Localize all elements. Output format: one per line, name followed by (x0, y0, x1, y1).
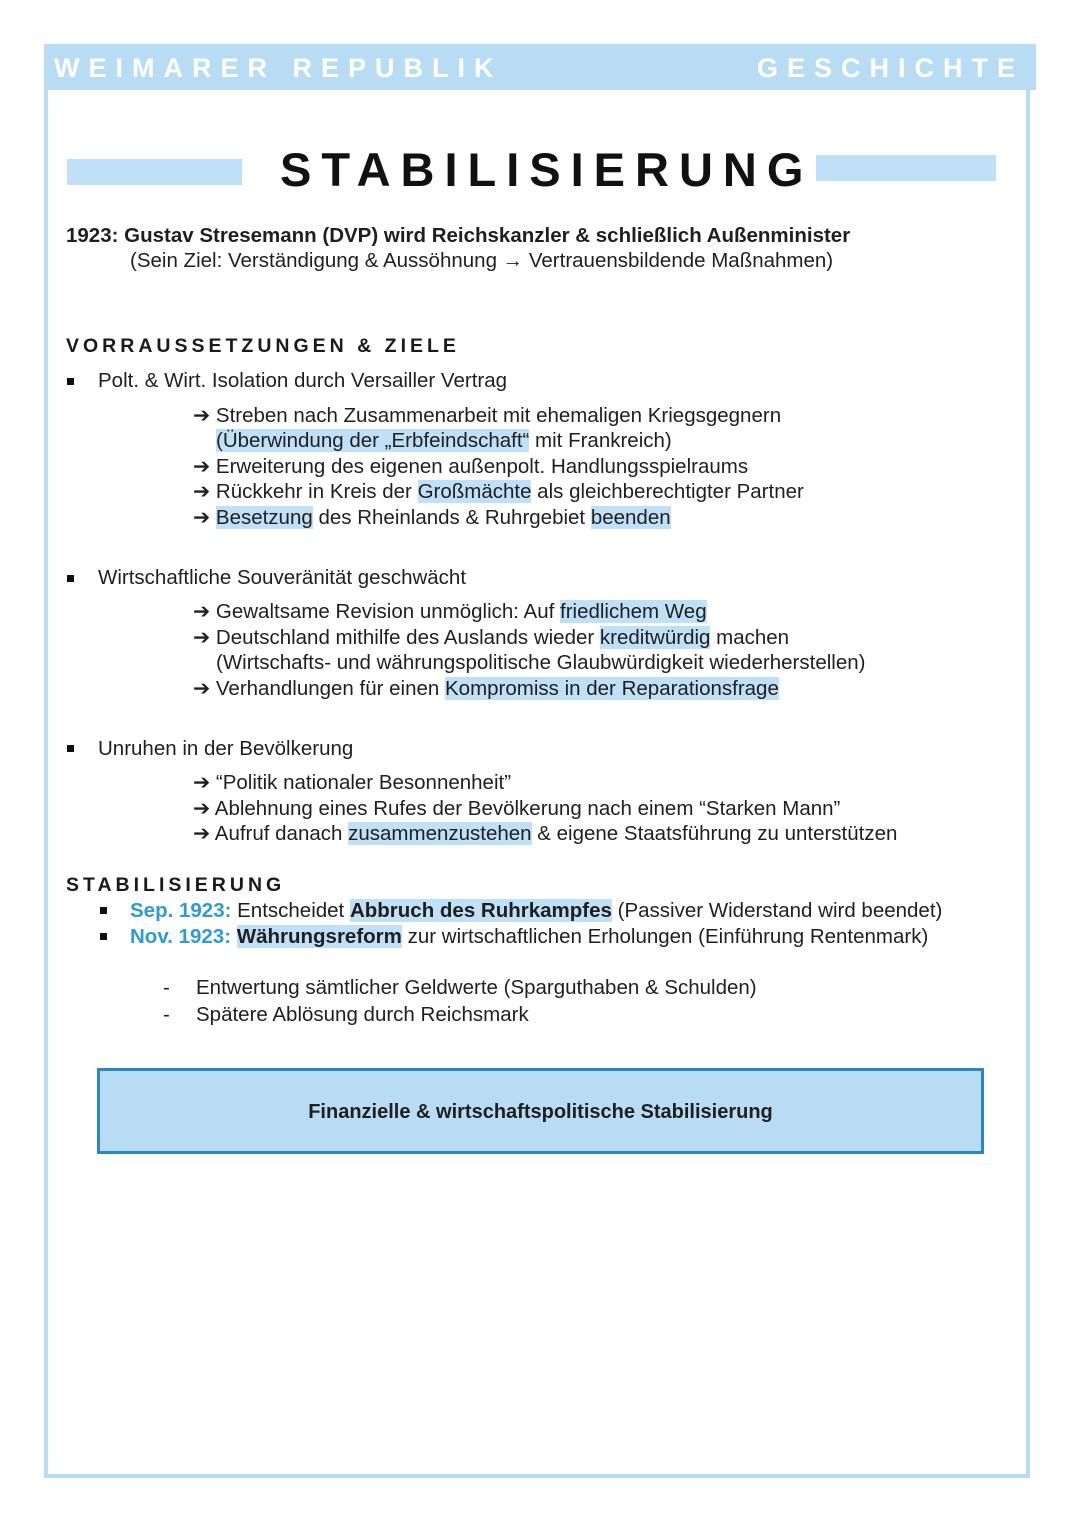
arrow-icon: ➔ (193, 404, 211, 427)
b2-line-4: ➔ Verhandlungen für einen Kompromiss in der Reparationsfrage (193, 677, 779, 700)
b1-line-1: ➔ Streben nach Zusammenarbeit mit ehemaligen Kriegsgegnern (193, 404, 782, 427)
arrow-icon: ➔ (193, 771, 211, 794)
section-heading-voraussetzungen: VORRAUSSETZUNGEN & ZIELE (66, 335, 460, 357)
b2-line-3: (Wirtschafts- und währungspolitische Glaubwürdigkeit wiederherstellen) (216, 651, 866, 674)
dash-line-2: Spätere Ablösung durch Reichsmark (196, 1003, 529, 1026)
b3-line-3: ➔ Aufruf danach zusammenzustehen & eigene Staatsführung zu unterstützen (193, 822, 898, 845)
bullet-1-title: Polt. & Wirt. Isolation durch Versailler Vertrag (98, 369, 508, 392)
title-bar-right (816, 155, 996, 181)
arrow-icon: ➔ (193, 506, 211, 529)
arrow-icon: ➔ (193, 797, 211, 820)
arrow-icon: ➔ (193, 455, 211, 478)
stab-line-2: Nov. 1923: Währungsreform zur wirtschaftlichen Erholungen (Einführung Rentenmark) (130, 925, 929, 948)
stab-line-1: Sep. 1923: Entscheidet Abbruch des Ruhrkampfes (Passiver Widerstand wird beendet) (130, 899, 943, 922)
header-right: GESCHICHTE (756, 53, 1024, 83)
b1-line-4: ➔ Rückkehr in Kreis der Großmächte als gleichberechtigter Partner (193, 480, 804, 503)
b1-line-2: (Überwindung der „Erbfeindschaft“ mit Frankreich) (216, 429, 672, 452)
bullet-marker (67, 745, 74, 752)
summary-box (97, 1068, 984, 1154)
b3-line-2: ➔ Ablehnung eines Rufes der Bevölkerung nach einem “Starken Mann” (193, 797, 841, 820)
bullet-3-title: Unruhen in der Bevölkerung (98, 737, 354, 760)
bullet-marker (100, 933, 107, 940)
b1-line-3: ➔ Erweiterung des eigenen außenpolt. Handlungsspielraums (193, 455, 749, 478)
section-heading-stabilisierung: STABILISIERUNG (66, 874, 286, 896)
bullet-marker (67, 575, 74, 582)
page-title: STABILISIERUNG (280, 143, 814, 196)
summary-text: Finanzielle & wirtschaftspolitische Stabilisierung (308, 1101, 773, 1123)
bullet-marker (100, 907, 107, 914)
arrow-icon: ➔ (193, 626, 211, 649)
header-left: WEIMARER REPUBLIK (54, 53, 503, 83)
b1-line-5: ➔ Besetzung des Rheinlands & Ruhrgebiet beenden (193, 506, 671, 529)
arrow-icon: ➔ (193, 600, 211, 623)
intro-line-1: 1923: Gustav Stresemann (DVP) wird Reichskanzler & schließlich Außenminister (66, 224, 851, 247)
arrow-icon: ➔ (193, 677, 211, 700)
header-bar (44, 44, 1036, 90)
arrow-icon: ➔ (193, 480, 211, 503)
b3-line-1: ➔ “Politik nationaler Besonnenheit” (193, 771, 512, 794)
dash-line-1: Entwertung sämtlicher Geldwerte (Sparguthaben & Schulden) (196, 976, 757, 999)
bullet-2-title: Wirtschaftliche Souveränität geschwächt (98, 566, 467, 589)
bullet-marker (67, 378, 74, 385)
b2-line-1: ➔ Gewaltsame Revision unmöglich: Auf friedlichem Weg (193, 600, 707, 623)
title-bar-left (67, 159, 242, 185)
b2-line-2: ➔ Deutschland mithilfe des Auslands wieder kreditwürdig machen (193, 626, 790, 649)
dash-marker: - (163, 976, 170, 999)
intro-line-2: (Sein Ziel: Verständigung & Aussöhnung → Vertrauensbildende Maßnahmen) (130, 249, 834, 272)
arrow-icon: ➔ (193, 822, 211, 845)
dash-marker: - (163, 1003, 170, 1026)
